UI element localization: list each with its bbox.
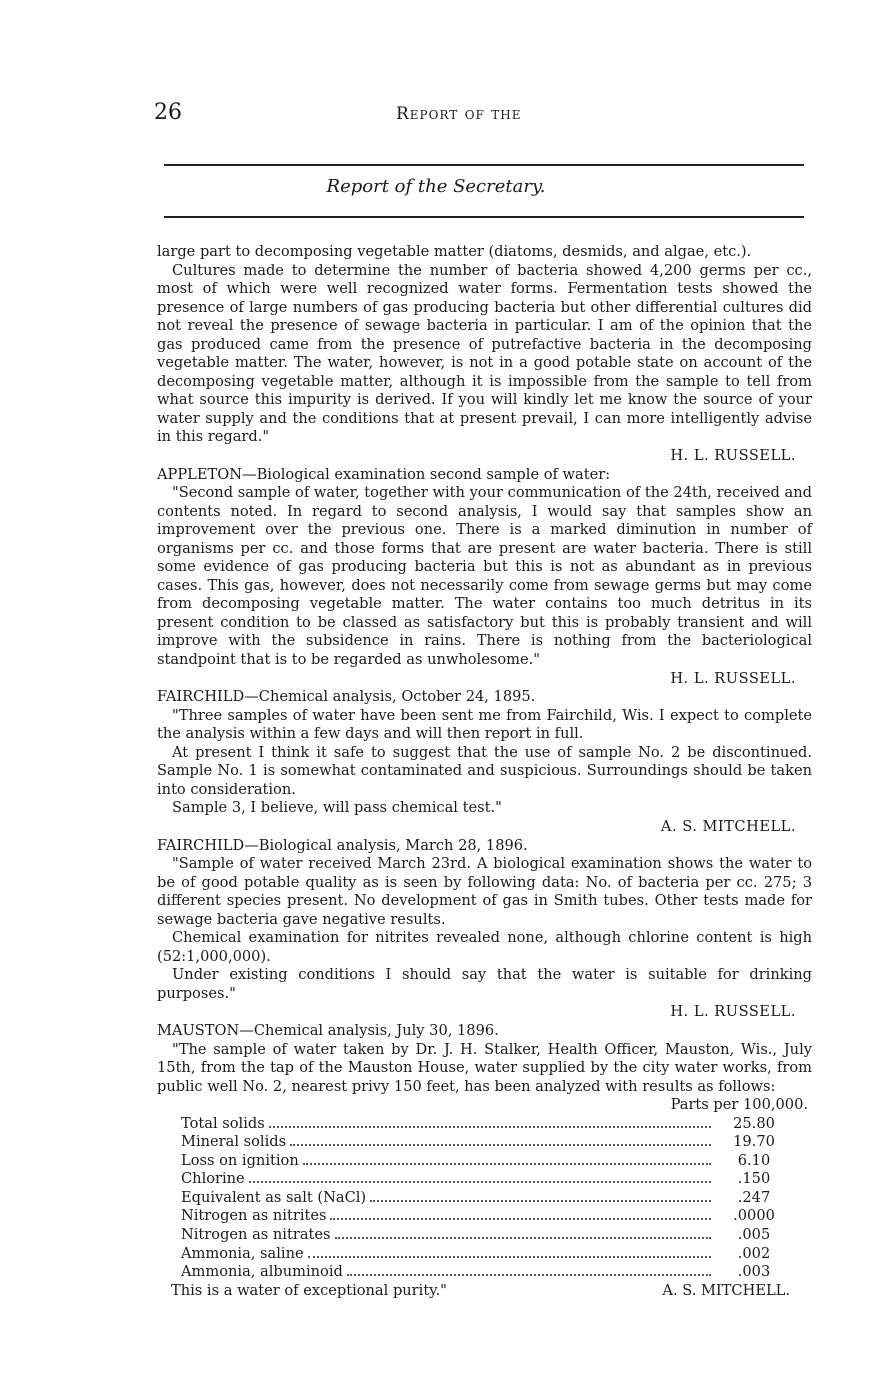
appleton-heading: APPLETON—Biological examination second sample of water: xyxy=(157,465,611,483)
leader-dots xyxy=(335,1237,711,1239)
row-label: Equivalent as salt (NaCl) xyxy=(181,1188,367,1206)
section-title: Report of the Secretary. xyxy=(326,176,546,197)
fairchild-chemical-heading: FAIRCHILD—Chemical analysis, October 24, 1895. xyxy=(157,688,536,706)
leader-dots xyxy=(303,1163,711,1165)
signature: A. S. MITCHELL. xyxy=(660,817,796,835)
closing-statement: This is a water of exceptional purity." xyxy=(171,1281,447,1299)
fairchild-chemical-paragraph: At present I think it safe to suggest that the use of sample No. 2 be discontinued. Sample No. 1 is somewhat contaminated and suspicious. Surroundings should be taken into consideration. xyxy=(157,743,812,798)
top-rule xyxy=(164,164,804,166)
fairchild-biological-paragraph: Chemical examination for nitrites revealed none, although chlorine content is high (52:1,000,000). xyxy=(157,929,812,965)
leader-dots xyxy=(370,1200,711,1202)
fairchild-chemical-paragraph: "Three samples of water have been sent me from Fairchild, Wis. I expect to complete the analysis within a few days and will then report in full. xyxy=(157,706,812,743)
fairchild-biological-heading: FAIRCHILD—Biological analysis, March 28, 1896. xyxy=(157,836,528,854)
table-row xyxy=(181,1170,789,1189)
page-body xyxy=(157,243,812,1300)
table-units-header: Parts per 100,000. xyxy=(670,1096,808,1114)
analysis-table xyxy=(181,1115,789,1282)
bottom-rule xyxy=(164,216,804,218)
mauston-paragraph: "The sample of water taken by Dr. J. H. Stalker, Health Officer, Mauston, Wis., July 15th, from the tap of the Mauston House, water supplied by the city water works, from public well No. 2, nearest privy 150 feet, has been analyzed with results as follows: xyxy=(157,1040,812,1095)
leader-dots xyxy=(249,1181,711,1183)
leader-dots xyxy=(269,1126,711,1128)
leader-dots xyxy=(290,1144,711,1146)
row-value: .002 xyxy=(737,1244,771,1262)
row-value: .005 xyxy=(737,1225,771,1243)
row-label: Ammonia, saline xyxy=(181,1244,304,1262)
fairchild-biological-paragraph: Under existing conditions I should say that the water is suitable for drinking purposes." xyxy=(157,966,812,1002)
table-row xyxy=(181,1115,789,1134)
intro-paragraph: Cultures made to determine the number of bacteria showed 4,200 germs per cc., most of which were well recognized water forms. Fermentation tests showed the presence of large numbers of gas producing bacteria but other differential cultures did not reveal the presence of sewage bacteria in particular. I am of the opinion that the gas produced came from the presence of putrefactive bacteria in the decomposing vegetable matter. The water, however, is not in a good potable state on account of the decomposing vegetable matter, although it is impossible from the sample to tell from what source this impurity is derived. If you will kindly let me know the source of your water supply and the conditions that at present prevail, I can more intelligently advise in this regard." xyxy=(157,261,812,446)
signature: H. L. RUSSELL. xyxy=(670,669,796,687)
row-label: Total solids xyxy=(181,1114,265,1132)
row-value: 25.80 xyxy=(733,1114,775,1132)
table-row xyxy=(181,1226,789,1245)
fairchild-chemical-paragraph: Sample 3, I believe, will pass chemical test." xyxy=(172,799,502,817)
row-value: .003 xyxy=(737,1263,771,1281)
row-label: Mineral solids xyxy=(181,1133,287,1151)
leader-dots xyxy=(330,1218,711,1220)
table-row xyxy=(181,1263,789,1282)
row-value: .247 xyxy=(737,1188,771,1206)
signature: A. S. MITCHELL. xyxy=(662,1281,790,1299)
signature: H. L. RUSSELL. xyxy=(670,1003,796,1021)
row-label: Loss on ignition xyxy=(181,1151,299,1169)
row-label: Nitrogen as nitrates xyxy=(181,1225,331,1243)
row-label: Nitrogen as nitrites xyxy=(181,1207,327,1225)
row-label: Chlorine xyxy=(181,1170,245,1188)
leader-dots xyxy=(308,1256,711,1258)
appleton-paragraph: "Second sample of water, together with your communication of the 24th, received and contents noted. In regard to second analysis, I would say that samples show an improvement over the previous one. There is a marked diminution in number of organisms per cc. and those forms that are present are water bacteria. There is still some evidence of gas producing bacteria but this is not as abundant as in previous cases. This gas, however, does not necessarily come from sewage germs but may come from decomposing vegetable matter. The water contains too much detritus in its present condition to be classed as satisfactory but this is probably transient and will improve with the subsidence in rains. There is nothing from the bacteriological standpoint that is to be regarded as unwholesome." xyxy=(157,484,812,669)
signature: H. L. RUSSELL. xyxy=(670,447,796,465)
row-value: 6.10 xyxy=(737,1151,771,1169)
running-head: Report of the xyxy=(396,104,522,124)
table-row xyxy=(181,1189,789,1208)
continuation-line: large part to decomposing vegetable matter (diatoms, desmids, and algae, etc.). xyxy=(157,243,752,260)
fairchild-biological-paragraph: "Sample of water received March 23rd. A biological examination shows the water to be of good potable quality as is seen by following data: No. of bacteria per cc. 275; 3 different species present. No development of gas in Smith tubes. Other tests made for sewage bacteria gave negative results. xyxy=(157,855,812,928)
closing-line xyxy=(171,1282,812,1301)
row-value: 19.70 xyxy=(733,1133,775,1151)
row-value: .0000 xyxy=(733,1207,775,1225)
table-row xyxy=(181,1207,789,1226)
table-row xyxy=(181,1152,789,1171)
mauston-heading: MAUSTON—Chemical analysis, July 30, 1896. xyxy=(157,1021,499,1039)
leader-dots xyxy=(347,1274,711,1276)
table-row xyxy=(181,1245,789,1264)
page-number: 26 xyxy=(154,100,182,125)
row-label: Ammonia, albuminoid xyxy=(181,1263,343,1281)
row-value: .150 xyxy=(737,1170,771,1188)
table-row xyxy=(181,1133,789,1152)
